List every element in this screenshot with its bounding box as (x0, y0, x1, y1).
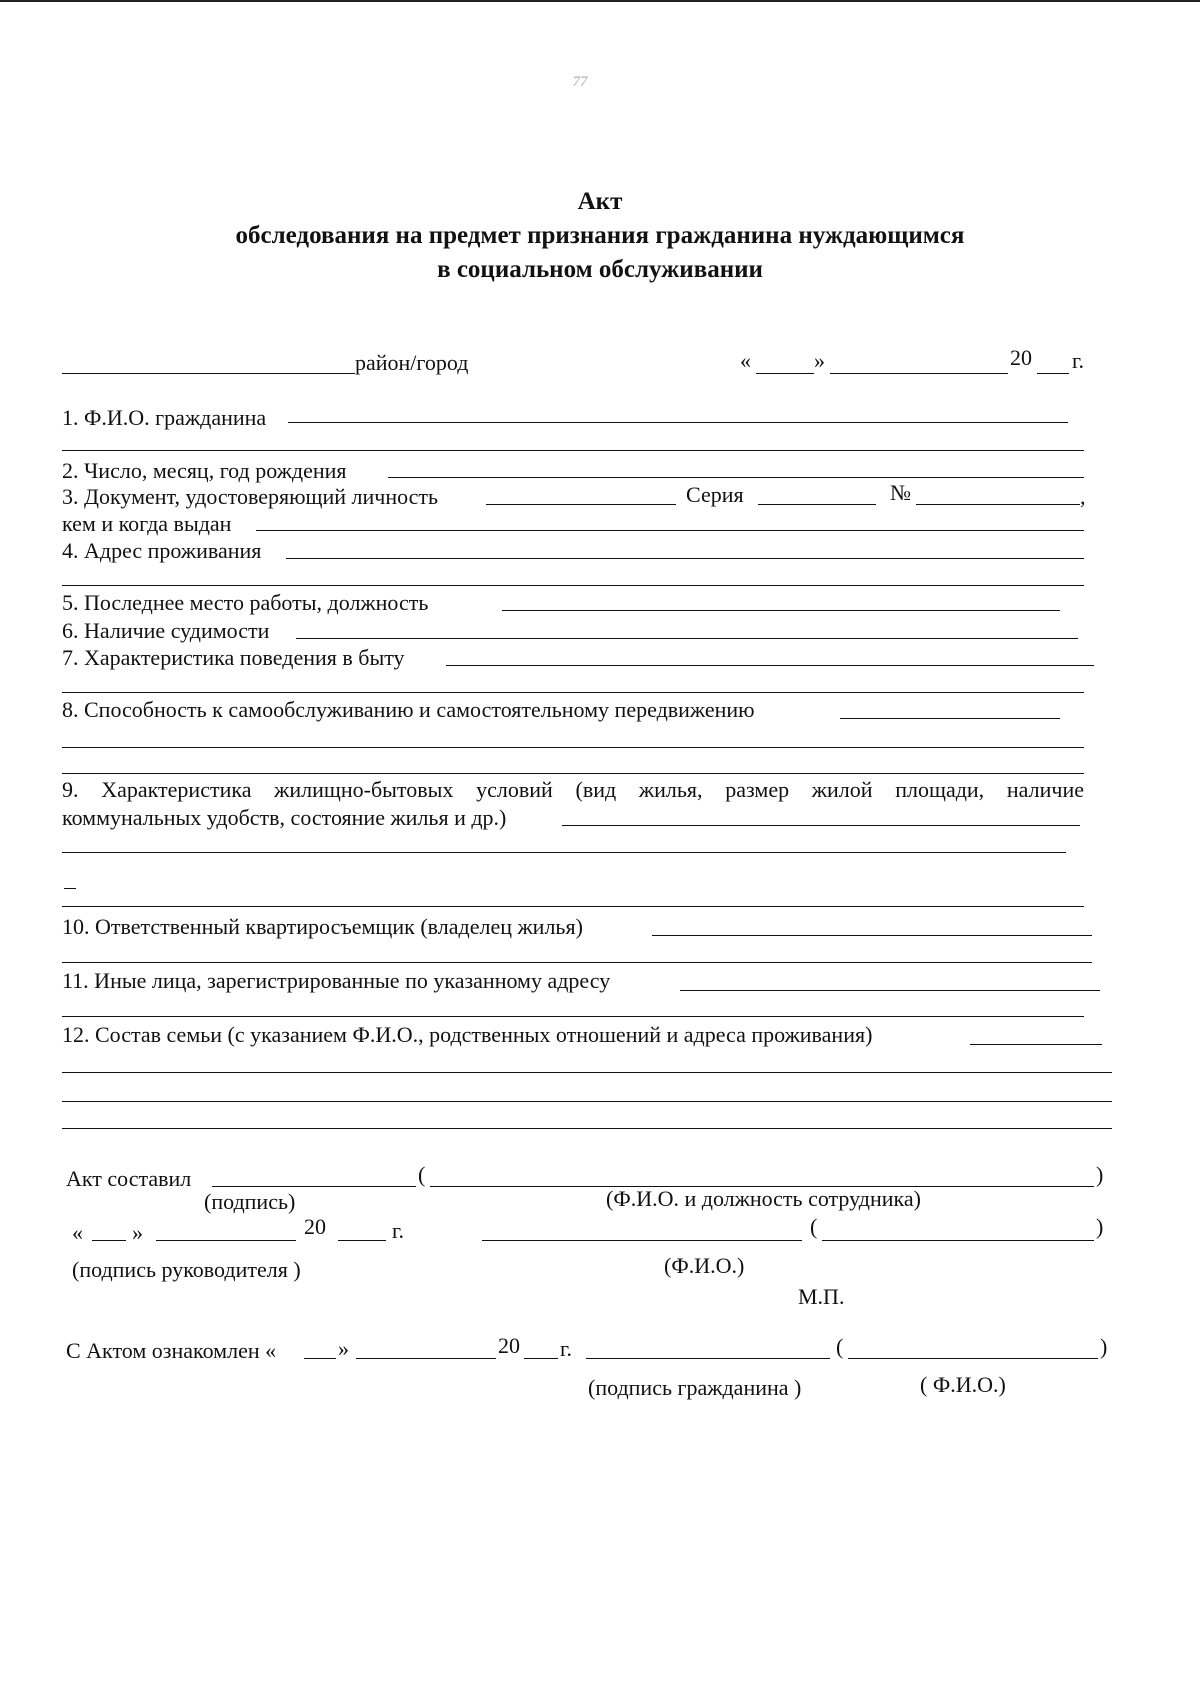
item-10-label: 10. Ответственный квартиросъемщик (владелец жилья) (62, 914, 583, 939)
date-year-suffix: г. (1072, 348, 1085, 373)
head-date-quote-open: « (72, 1220, 83, 1245)
head-date-quote-close: » (132, 1220, 143, 1245)
item-10-field[interactable] (652, 935, 1092, 936)
citizen-signature-field[interactable] (586, 1358, 830, 1359)
acquainted-quote-close: » (338, 1336, 349, 1361)
title-line-2: обследования на предмет признания гражданина нуждающимся (235, 222, 965, 249)
act-by-signature-field[interactable] (212, 1186, 416, 1187)
date-year-field[interactable] (1037, 373, 1069, 374)
item-3-series-field[interactable] (758, 504, 876, 505)
citizen-fio-paren-close: ) (1100, 1334, 1108, 1359)
item-12-label: 12. Состав семьи (с указанием Ф.И.О., родственных отношений и адреса проживания) (62, 1022, 873, 1047)
act-by-paren-close: ) (1096, 1162, 1104, 1187)
item-10-field-extra[interactable] (62, 962, 1092, 963)
acquainted-label: С Актом ознакомлен « (66, 1338, 277, 1363)
item-9-dash (64, 888, 76, 889)
item-6-label: 6. Наличие судимости (62, 618, 270, 643)
item-2-label: 2. Число, месяц, год рождения (62, 458, 347, 483)
acquainted-year-prefix: 20 (498, 1333, 520, 1358)
date-year-prefix: 20 (1010, 345, 1032, 370)
item-5-field[interactable] (502, 610, 1060, 611)
item-8-label: 8. Способность к самообслуживанию и самостоятельному передвижению (62, 697, 755, 722)
item-4-field[interactable] (286, 558, 1084, 559)
item-8-field-extra-1[interactable] (62, 747, 1084, 748)
date-day-field[interactable] (756, 373, 814, 374)
date-month-field[interactable] (830, 373, 1008, 374)
district-label: район/город (355, 350, 469, 375)
act-by-label: Акт составил (66, 1166, 192, 1191)
item-3-document-field[interactable] (486, 504, 676, 505)
date-quote-close: » (814, 348, 825, 373)
citizen-signature-caption: (подпись гражданина ) (588, 1375, 802, 1400)
item-3-series-label: Серия (686, 482, 744, 507)
item-3b-label: кем и когда выдан (62, 511, 232, 536)
head-signature-caption: (подпись руководителя ) (72, 1257, 301, 1282)
head-fio-field[interactable] (822, 1240, 1094, 1241)
head-fio-paren-open: ( (810, 1214, 818, 1239)
item-11-field[interactable] (680, 990, 1100, 991)
title-line-1: Акт (577, 188, 623, 215)
acquainted-year-field[interactable] (524, 1358, 558, 1359)
acquainted-year-suffix: г. (560, 1336, 573, 1361)
item-7-label: 7. Характеристика поведения в быту (62, 645, 405, 670)
item-7-field-extra[interactable] (62, 692, 1084, 693)
item-8-field-extra-2[interactable] (62, 773, 1084, 774)
item-2-field[interactable] (388, 477, 1084, 478)
item-1-label: 1. Ф.И.О. гражданина (62, 405, 267, 430)
item-11-field-extra[interactable] (62, 1016, 1084, 1017)
item-3-number-field[interactable] (916, 504, 1080, 505)
head-date-month-field[interactable] (156, 1240, 296, 1241)
head-date-day-field[interactable] (92, 1240, 126, 1241)
head-date-year-suffix: г. (392, 1218, 405, 1243)
item-7-field[interactable] (446, 665, 1094, 666)
item-6-field[interactable] (296, 638, 1078, 639)
title-line-3: в социальном обслуживании (437, 256, 763, 283)
citizen-fio-caption: ( Ф.И.О.) (920, 1372, 1006, 1397)
head-fio-paren-close: ) (1096, 1214, 1104, 1239)
stamp-label: М.П. (798, 1284, 845, 1309)
item-9-field[interactable] (562, 825, 1080, 826)
item-3-label: 3. Документ, удостоверяющий личность (62, 484, 439, 509)
citizen-fio-field[interactable] (848, 1358, 1098, 1359)
item-9-label-line-2: коммунальных удобств, состояние жилья и др.) (62, 805, 507, 830)
act-by-signature-caption: (подпись) (204, 1189, 296, 1214)
act-by-staff-caption: (Ф.И.О. и должность сотрудника) (606, 1186, 921, 1211)
item-1-field[interactable] (288, 422, 1068, 423)
item-4-field-extra[interactable] (62, 585, 1084, 586)
item-12-field-extra-2[interactable] (62, 1101, 1112, 1102)
item-12-field[interactable] (970, 1044, 1102, 1045)
item-11-label: 11. Иные лица, зарегистрированные по указанному адресу (62, 968, 611, 993)
item-4-label: 4. Адрес проживания (62, 538, 262, 563)
item-9-label-line-1: 9. Характеристика жилищно-бытовых условий (вид жилья, размер жилой площади, наличие (62, 777, 1084, 802)
item-9-field-extra-1[interactable] (62, 852, 1066, 853)
item-9-field-extra-2[interactable] (62, 906, 1084, 907)
act-by-paren-open: ( (418, 1162, 426, 1187)
item-12-field-extra-3[interactable] (62, 1128, 1112, 1129)
item-8-field[interactable] (840, 718, 1060, 719)
date-quote-open: « (740, 348, 751, 373)
head-date-year-prefix: 20 (304, 1214, 326, 1239)
acquainted-day-field[interactable] (304, 1358, 336, 1359)
item-3-number-label: № (890, 480, 911, 505)
item-1-field-extra[interactable] (62, 450, 1084, 451)
scan-edge (0, 0, 1200, 8)
acquainted-month-field[interactable] (356, 1358, 496, 1359)
head-fio-caption: (Ф.И.О.) (664, 1253, 745, 1278)
district-field[interactable] (62, 373, 355, 374)
head-signature-field[interactable] (482, 1240, 802, 1241)
item-5-label: 5. Последнее место работы, должность (62, 590, 429, 615)
citizen-fio-paren-open: ( (836, 1334, 844, 1359)
page-number: 77 (572, 74, 588, 90)
item-3b-field[interactable] (256, 530, 1084, 531)
item-3-comma: , (1080, 484, 1086, 509)
head-date-year-field[interactable] (338, 1240, 386, 1241)
item-12-field-extra-1[interactable] (62, 1072, 1112, 1073)
